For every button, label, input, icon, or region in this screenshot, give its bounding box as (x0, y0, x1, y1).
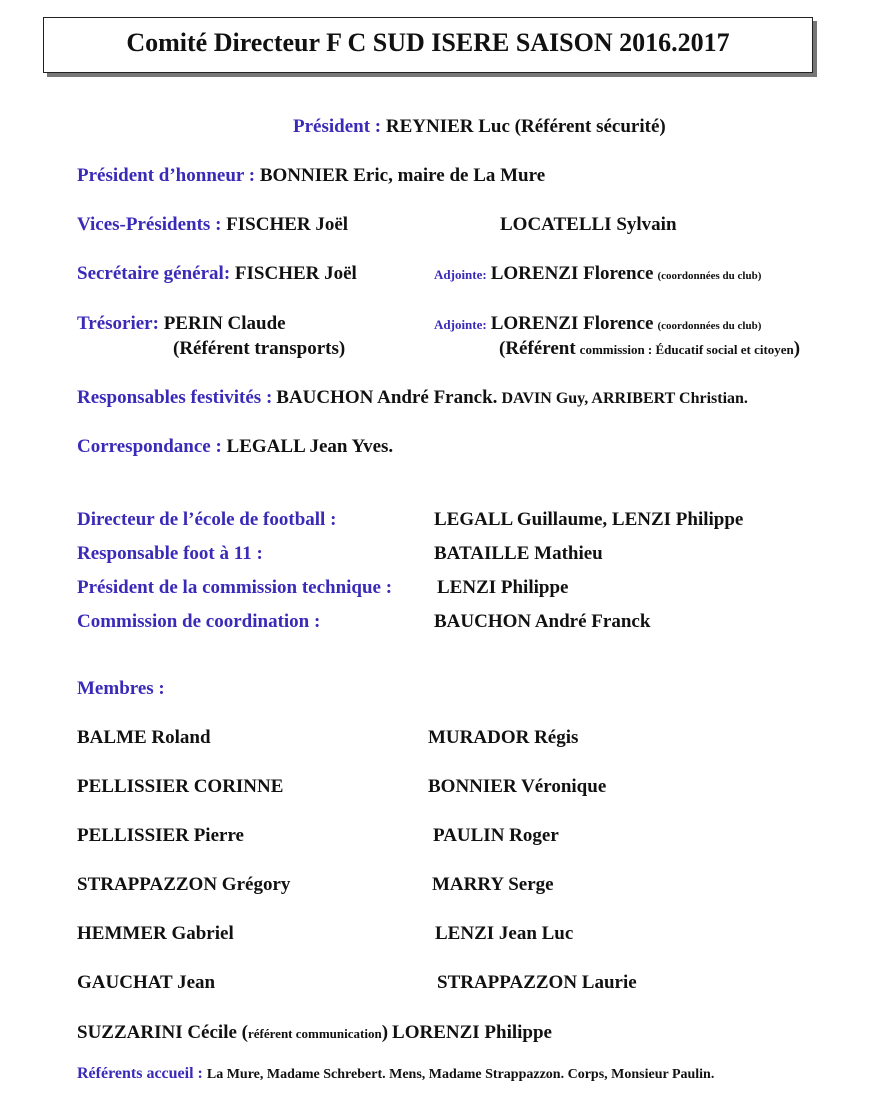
vices-value-2: LOCATELLI Sylvain (500, 214, 677, 235)
role-label: Commission de coordination : (77, 611, 321, 632)
secretaire-adj-value: LORENZI Florence (490, 263, 654, 284)
president-value: REYNIER Luc (Référent sécurité) (385, 116, 666, 137)
festivites-line (77, 387, 748, 409)
tresorier-value: PERIN Claude (163, 313, 286, 334)
vices-value-1: FISCHER Joël (226, 214, 349, 235)
role-label: Responsable foot à 11 : (77, 543, 263, 564)
tresorier-sub: (Référent transports) (173, 338, 346, 359)
membres-heading: Membres : (77, 678, 165, 699)
tresorier-referent (499, 338, 800, 360)
tresorier-adjointe (434, 313, 761, 335)
honneur-label: Président d’honneur (77, 165, 244, 186)
role-value: LENZI Philippe (437, 577, 569, 598)
role-value: BATAILLE Mathieu (434, 543, 603, 564)
member-name: MURADOR Régis (428, 727, 579, 748)
festivites-value-2: DAVIN Guy, ARRIBERT Christian. (501, 390, 748, 407)
correspondance-line: Correspondance : LEGALL Jean Yves. (77, 436, 394, 457)
member-name: BONNIER Véronique (428, 776, 607, 797)
title-box (43, 17, 813, 73)
role-value: LEGALL Guillaume, LENZI Philippe (434, 509, 744, 530)
correspondance-value: LEGALL Jean Yves. (226, 436, 394, 457)
secretaire-adj-note: (coordonnées du club) (657, 270, 762, 282)
accueil-line (77, 1065, 714, 1083)
member-name: GAUCHAT Jean (77, 972, 216, 993)
suzzarini-close: ) (381, 1022, 389, 1043)
secretaire-line (77, 263, 357, 285)
member-name: PAULIN Roger (433, 825, 559, 846)
president-label: Président (293, 116, 371, 137)
festivites-value: BAUCHON André Franck. (276, 387, 498, 408)
member-name: HEMMER Gabriel (77, 923, 234, 944)
tresorier-label: Trésorier: (77, 313, 159, 334)
vices-label: Vices-Présidents (77, 214, 211, 235)
member-name: PELLISSIER Pierre (77, 825, 244, 846)
secretaire-label: Secrétaire général: (77, 263, 231, 284)
page-title: Comité Directeur F C SUD ISERE SAISON 2016.2017 (126, 28, 730, 57)
member-name: MARRY Serge (432, 874, 554, 895)
tresorier-ref-c: ) (793, 338, 801, 359)
accueil-label: Référents accueil : (77, 1065, 203, 1082)
vices-line: Vices-Présidents : FISCHER Joël (77, 214, 349, 235)
role-label: Directeur de l’école de football : (77, 509, 337, 530)
member-name: STRAPPAZZON Grégory (77, 874, 291, 895)
suzzarini-name: SUZZARINI Cécile ( (77, 1022, 248, 1043)
suzzarini-right: LORENZI Philippe (392, 1022, 552, 1043)
accueil-value: La Mure, Madame Schrebert. Mens, Madame Strappazzon. Corps, Monsieur Paulin. (206, 1067, 715, 1082)
role-value: BAUCHON André Franck (434, 611, 651, 632)
tresorier-ref-b: commission : Éducatif social et citoyen (579, 342, 794, 357)
correspondance-label: Correspondance (77, 436, 211, 457)
member-name: PELLISSIER CORINNE (77, 776, 284, 797)
tresorier-adj-label: Adjointe: (434, 317, 487, 332)
honneur-line: Président d’honneur : BONNIER Eric, maire de La Mure (77, 165, 546, 186)
tresorier-adj-value: LORENZI Florence (490, 313, 654, 334)
tresorier-line (77, 313, 286, 335)
member-name: STRAPPAZZON Laurie (437, 972, 637, 993)
member-name: LENZI Jean Luc (435, 923, 574, 944)
honneur-value: BONNIER Eric, maire de La Mure (259, 165, 546, 186)
secretaire-adj-label: Adjointe: (434, 267, 487, 282)
festivites-label: Responsables festivités : (77, 387, 273, 408)
tresorier-ref-a: (Référent (499, 338, 576, 359)
secretaire-adjointe (434, 263, 761, 285)
tresorier-adj-note: (coordonnées du club) (657, 320, 762, 332)
member-name: BALME Roland (77, 727, 211, 748)
suzzarini-note: référent communication (248, 1026, 382, 1041)
secretaire-value: FISCHER Joël (234, 263, 357, 284)
president-line: Président : REYNIER Luc (Référent sécurité) (293, 116, 666, 137)
role-label: Président de la commission technique : (77, 577, 393, 598)
suzzarini-line (77, 1022, 552, 1044)
